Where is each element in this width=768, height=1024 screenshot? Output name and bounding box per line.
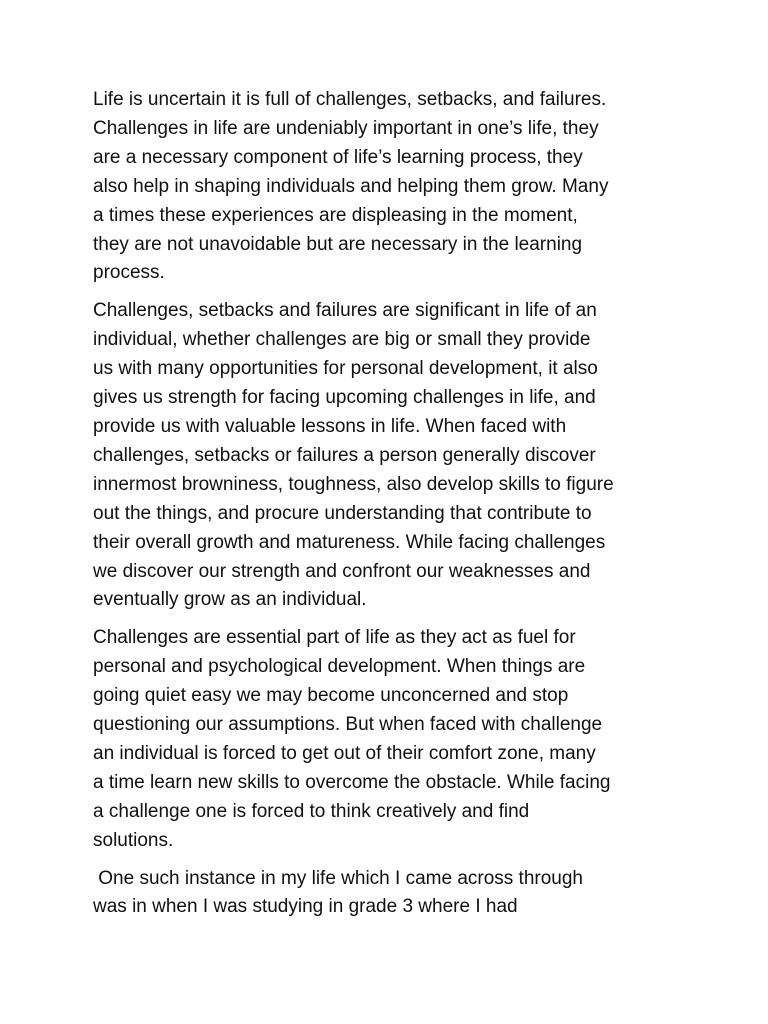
paragraph-line: questioning our assumptions. But when faced with challenge <box>93 714 603 736</box>
paragraph-line: gives us strength for facing upcoming challenges in life, and <box>93 387 596 409</box>
paragraph-line: innermost browniness, toughness, also develop skills to figure <box>93 473 614 495</box>
paragraph-line: challenges, setbacks or failures a person generally discover <box>93 444 596 466</box>
paragraph-line: their overall growth and matureness. While facing challenges <box>93 531 606 553</box>
paragraph-3 <box>93 624 693 855</box>
paragraph-line: was in when I was studying in grade 3 where I had <box>93 896 518 918</box>
paragraph-4 <box>93 865 693 923</box>
paragraph-line: Challenges are essential part of life as they act as fuel for <box>93 627 576 649</box>
paragraph-line: personal and psychological development. When things are <box>93 656 586 678</box>
paragraph-line: Challenges, setbacks and failures are significant in life of an <box>93 300 597 322</box>
paragraph-line: us with many opportunities for personal development, it also <box>93 358 598 380</box>
paragraph-line: provide us with valuable lessons in life. When faced with <box>93 415 567 437</box>
paragraph-line: they are not unavoidable but are necessary in the learning <box>93 233 583 255</box>
paragraph-line: process. <box>93 262 165 284</box>
paragraph-line: Life is uncertain it is full of challenges, setbacks, and failures. <box>93 89 607 110</box>
paragraph-line: we discover our strength and confront our weaknesses and <box>93 560 591 582</box>
paragraph-line: a time learn new skills to overcome the obstacle. While facing <box>93 771 611 793</box>
paragraph-line: are a necessary component of life’s learning process, they <box>93 146 583 168</box>
paragraph-line: a challenge one is forced to think creatively and find <box>93 800 530 822</box>
paragraph-line: One such instance in my life which I came across through <box>93 867 584 889</box>
paragraph-line: an individual is forced to get out of their comfort zone, many <box>93 742 596 764</box>
paragraph-1 <box>93 86 693 288</box>
paragraph-line: a times these experiences are displeasing in the moment, <box>93 204 578 226</box>
document-body <box>93 86 693 922</box>
paragraph-line: eventually grow as an individual. <box>93 589 367 611</box>
paragraph-line: going quiet easy we may become unconcerned and stop <box>93 685 569 707</box>
paragraph-line: solutions. <box>93 829 174 851</box>
paragraph-line: individual, whether challenges are big or small they provide <box>93 329 591 351</box>
paragraph-2 <box>93 297 693 615</box>
paragraph-line: Challenges in life are undeniably important in one’s life, they <box>93 117 599 139</box>
paragraph-line: also help in shaping individuals and helping them grow. Many <box>93 175 609 197</box>
paragraph-line: out the things, and procure understanding that contribute to <box>93 502 592 524</box>
